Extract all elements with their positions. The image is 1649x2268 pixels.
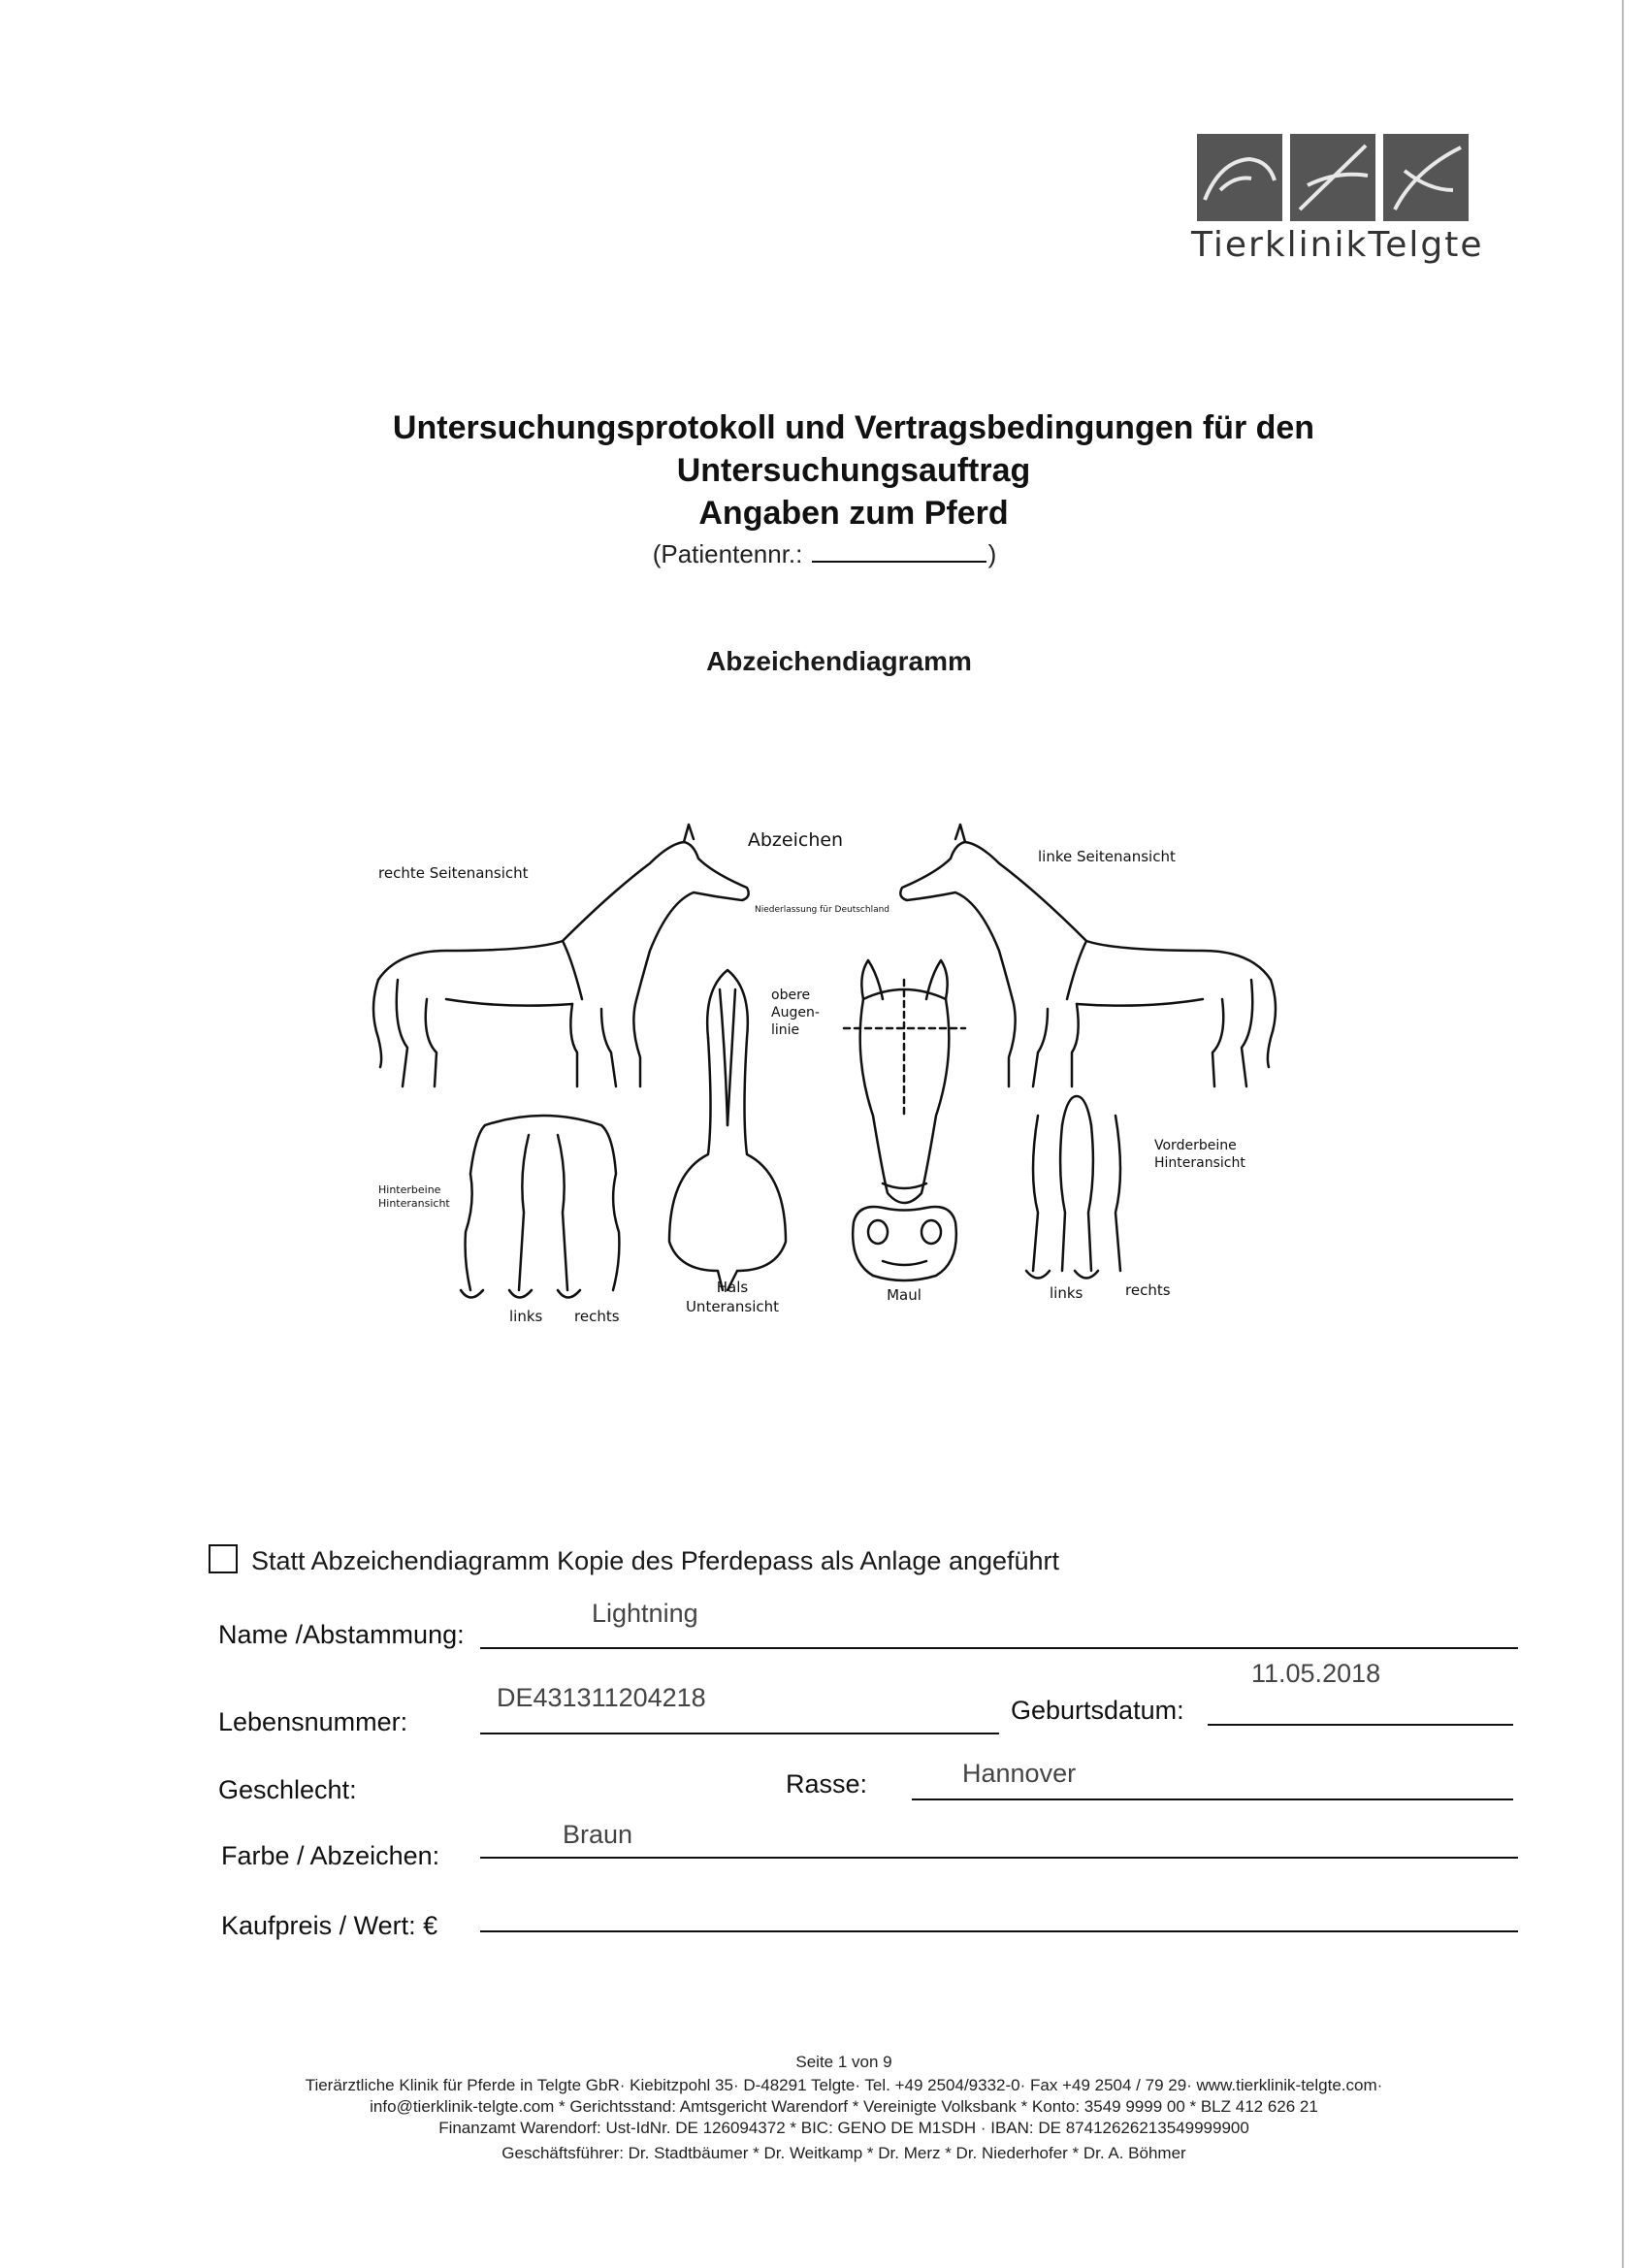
- geburtsdatum-value: 11.05.2018: [1251, 1659, 1381, 1688]
- label-linie: linie: [771, 1022, 800, 1038]
- label-augen: Augen-: [771, 1005, 820, 1021]
- farbe-field[interactable]: [480, 1857, 1518, 1859]
- kaufpreis-field[interactable]: [480, 1930, 1518, 1932]
- name-value: Lightning: [592, 1599, 698, 1628]
- page-number: Seite 1 von 9: [795, 2053, 892, 2071]
- lebensnummer-label: Lebensnummer:: [218, 1707, 408, 1736]
- footer-line-3: Finanzamt Warendorf: Ust-IdNr. DE 126094372 * BIC: GENO DE M1SDH · IBAN: DE 87412626213549999900: [438, 2119, 1249, 2137]
- label-hind-rechts: rechts: [574, 1308, 620, 1325]
- muzzle-view: [853, 1207, 956, 1280]
- label-vorderbeine: Vorderbeine: [1154, 1138, 1237, 1153]
- patient-number-close: ): [987, 539, 997, 568]
- label-front-rechts: rechts: [1125, 1281, 1171, 1299]
- neck-underside-view: [669, 970, 786, 1290]
- rasse-label: Rasse:: [786, 1769, 868, 1798]
- label-hind-links: links: [509, 1308, 543, 1325]
- page-title-line-1: Untersuchungsprotokoll und Vertragsbedingungen für den: [392, 409, 1315, 446]
- kaufpreis-label: Kaufpreis / Wert: €: [221, 1911, 438, 1940]
- patient-number-field[interactable]: [812, 541, 986, 563]
- label-right-side-view: rechte Seitenansicht: [378, 864, 529, 882]
- passport-copy-label: Statt Abzeichendiagramm Kopie des Pferdepass als Anlage angeführt: [251, 1546, 1060, 1575]
- label-hals-unteransicht: Unteransicht: [685, 1298, 780, 1315]
- footer-line-4: Geschäftsführer: Dr. Stadtbäumer * Dr. Weitkamp * Dr. Merz * Dr. Niederhofer * Dr. A. Böhmer: [501, 2144, 1186, 2162]
- label-hinterbeine-ansicht: Hinteransicht: [378, 1197, 450, 1210]
- page-edge: [1622, 0, 1624, 2268]
- hind-legs-rear-view: [461, 1116, 619, 1298]
- footer-line-1: Tierärztliche Klinik für Pferde in Telgte GbR· Kiebitzpohl 35· D-48291 Telgte· Tel. +49 2504/9332-0· Fax +49 2504 / 79 29· www.tierklinik-telgte.com·: [305, 2076, 1383, 2094]
- label-obere: obere: [771, 988, 811, 1003]
- page-title-line-2: Untersuchungsauftrag: [676, 452, 1031, 489]
- passport-copy-checkbox[interactable]: [209, 1544, 238, 1573]
- name-field[interactable]: [480, 1647, 1518, 1649]
- front-legs-rear-view: [1026, 1096, 1120, 1279]
- marking-diagram[interactable]: [359, 805, 1290, 1329]
- logo-text: TierklinikTelgte: [1191, 225, 1484, 265]
- label-abzeichen: Abzeichen: [747, 829, 844, 851]
- label-front-links: links: [1050, 1284, 1083, 1302]
- lebensnummer-value: DE431311204218: [497, 1683, 706, 1712]
- patient-number: [582, 539, 1067, 569]
- rasse-field[interactable]: [912, 1798, 1513, 1800]
- geburtsdatum-label: Geburtsdatum:: [1011, 1696, 1184, 1725]
- geburtsdatum-field[interactable]: [1208, 1724, 1513, 1726]
- rasse-value: Hannover: [962, 1759, 1077, 1788]
- label-left-side-view: linke Seitenansicht: [1038, 848, 1176, 865]
- label-hals: Hals: [716, 1279, 749, 1296]
- patient-number-label: (Patientennr.:: [652, 539, 803, 568]
- farbe-value: Braun: [563, 1820, 633, 1849]
- farbe-label: Farbe / Abzeichen:: [221, 1841, 440, 1870]
- label-niederlassung: Niederlassung für Deutschland: [755, 905, 890, 915]
- label-vorderbeine-ansicht: Hinteransicht: [1154, 1155, 1245, 1171]
- label-maul: Maul: [887, 1286, 922, 1304]
- passport-copy-option: [209, 1540, 1373, 1579]
- geschlecht-label: Geschlecht:: [218, 1775, 357, 1804]
- name-label: Name /Abstammung:: [218, 1620, 465, 1649]
- lebensnummer-field[interactable]: [480, 1733, 999, 1734]
- diagram-heading: Abzeichendiagramm: [706, 646, 972, 676]
- footer-line-2: info@tierklinik-telgte.com * Gerichtsstand: Amtsgericht Warendorf * Vereinigte Volksbank * Konto: 3549 9999 00 * BLZ 412 626 21: [370, 2097, 1318, 2116]
- page-title-line-3: Angaben zum Pferd: [698, 495, 1009, 532]
- label-hinterbeine: Hinterbeine: [378, 1183, 441, 1196]
